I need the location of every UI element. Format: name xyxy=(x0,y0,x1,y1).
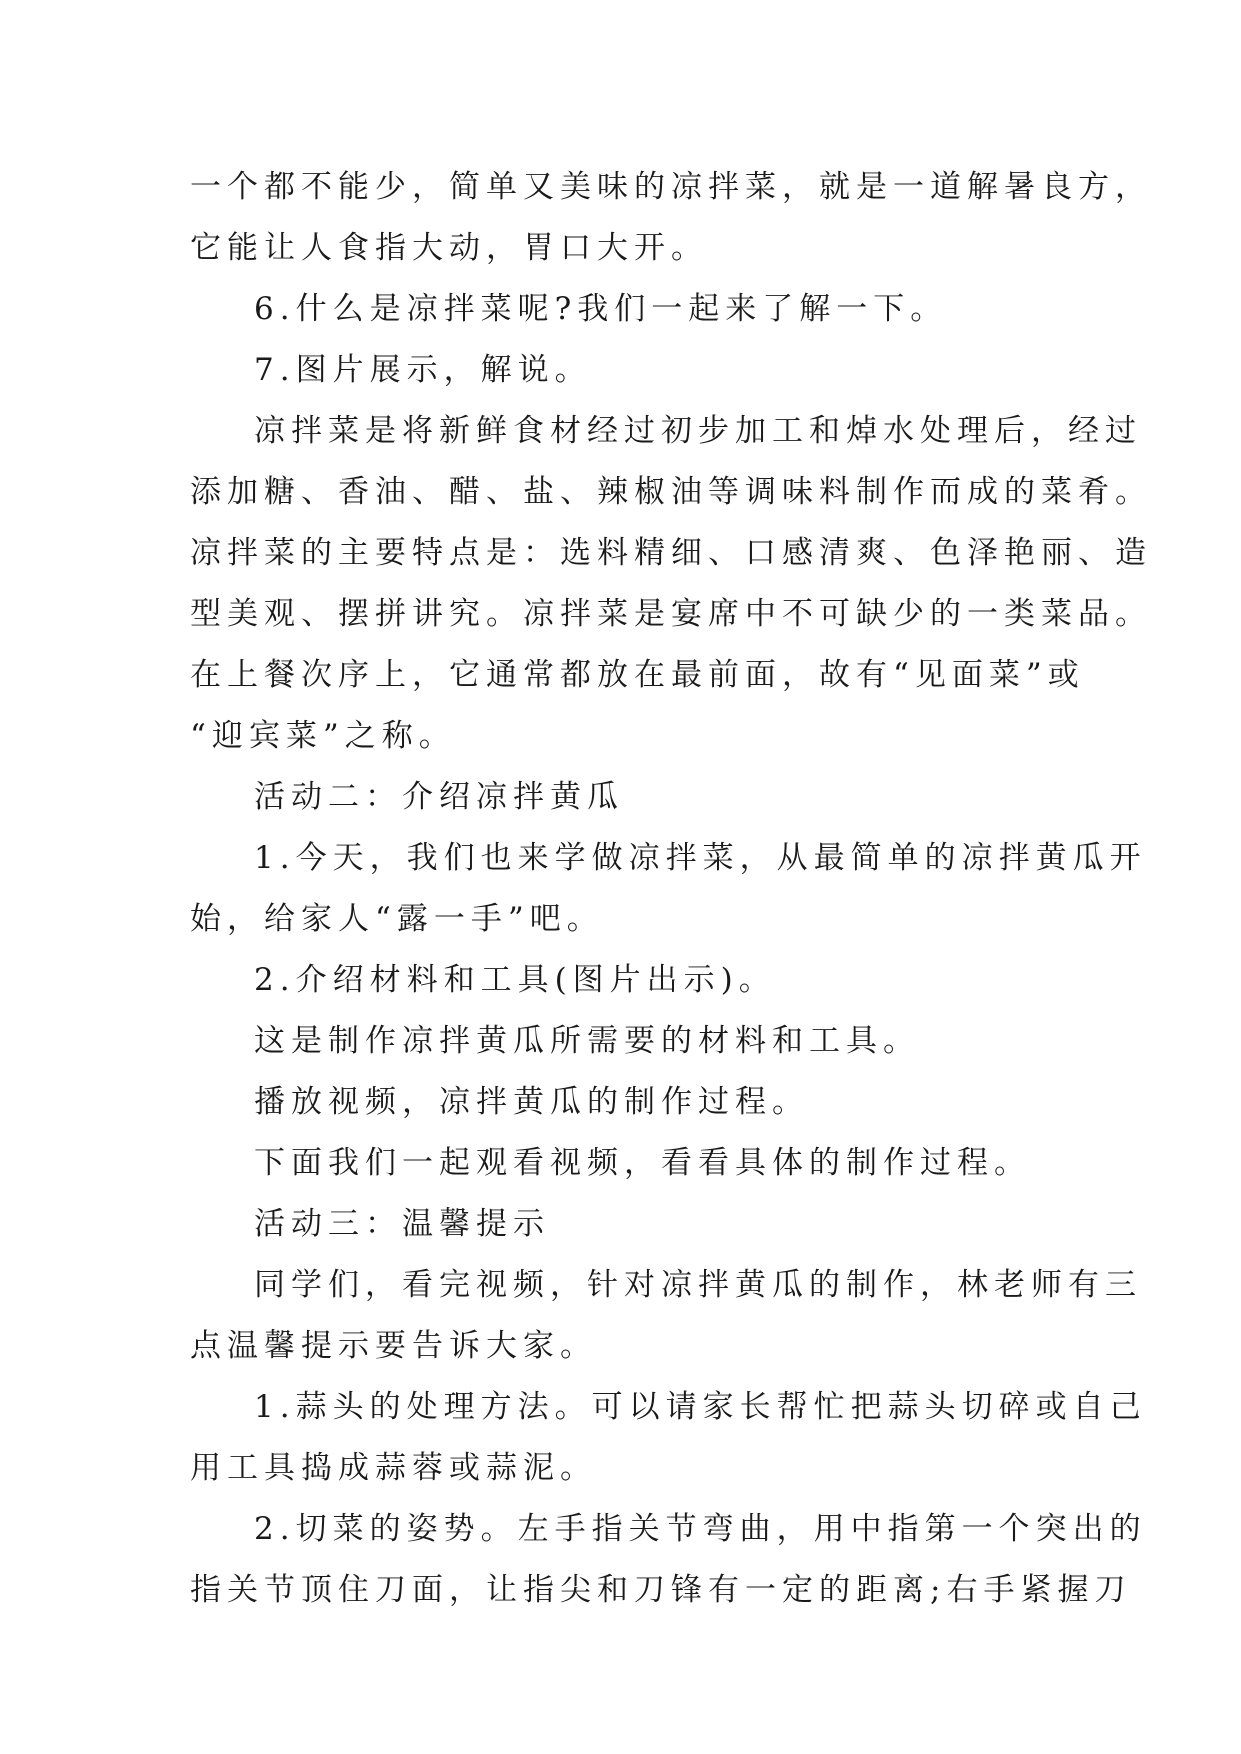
text-line: 1.今天，我们也来学做凉拌菜，从最简单的凉拌黄瓜开 xyxy=(254,840,1147,876)
text-line: 2.切菜的姿势。左手指关节弯曲，用中指第一个突出的 xyxy=(254,1511,1147,1547)
text-line: 播放视频，凉拌黄瓜的制作过程。 xyxy=(254,1084,809,1120)
text-line: 添加糖、香油、醋、盐、辣椒油等调味料制作而成的菜肴。 xyxy=(190,474,1152,510)
text-line: 它能让人食指大动，胃口大开。 xyxy=(190,230,708,266)
text-line: 一个都不能少，简单又美味的凉拌菜，就是一道解暑良方， xyxy=(190,169,1152,205)
text-line: “迎宾菜”之称。 xyxy=(190,718,456,754)
text-line: 1.蒜头的处理方法。可以请家长帮忙把蒜头切碎或自己 xyxy=(254,1389,1147,1425)
text-line: 这是制作凉拌黄瓜所需要的材料和工具。 xyxy=(254,1023,920,1059)
text-line: 6.什么是凉拌菜呢?我们一起来了解一下。 xyxy=(254,291,948,327)
text-line: 点温馨提示要告诉大家。 xyxy=(190,1328,597,1364)
text-line: 型美观、摆拼讲究。凉拌菜是宴席中不可缺少的一类菜品。 xyxy=(190,596,1152,632)
text-line: 在上餐次序上，它通常都放在最前面，故有“见面菜”或 xyxy=(190,657,1085,693)
text-line: 凉拌菜的主要特点是：选料精细、口感清爽、色泽艳丽、造 xyxy=(190,535,1152,571)
text-line: 始，给家人“露一手”吧。 xyxy=(190,901,604,937)
text-line: 2.介绍材料和工具(图片出示)。 xyxy=(254,962,776,998)
text-line: 活动二：介绍凉拌黄瓜 xyxy=(254,779,624,815)
text-line: 7.图片展示，解说。 xyxy=(254,352,592,388)
text-line: 同学们，看完视频，针对凉拌黄瓜的制作，林老师有三 xyxy=(254,1267,1142,1303)
text-line: 活动三：温馨提示 xyxy=(254,1206,550,1242)
text-line: 用工具捣成蒜蓉或蒜泥。 xyxy=(190,1450,597,1486)
text-line: 凉拌菜是将新鲜食材经过初步加工和焯水处理后，经过 xyxy=(254,413,1142,449)
text-line: 下面我们一起观看视频，看看具体的制作过程。 xyxy=(254,1145,1031,1181)
document-body xyxy=(190,157,1152,1621)
text-line: 指关节顶住刀面，让指尖和刀锋有一定的距离;右手紧握刀 xyxy=(190,1572,1132,1608)
